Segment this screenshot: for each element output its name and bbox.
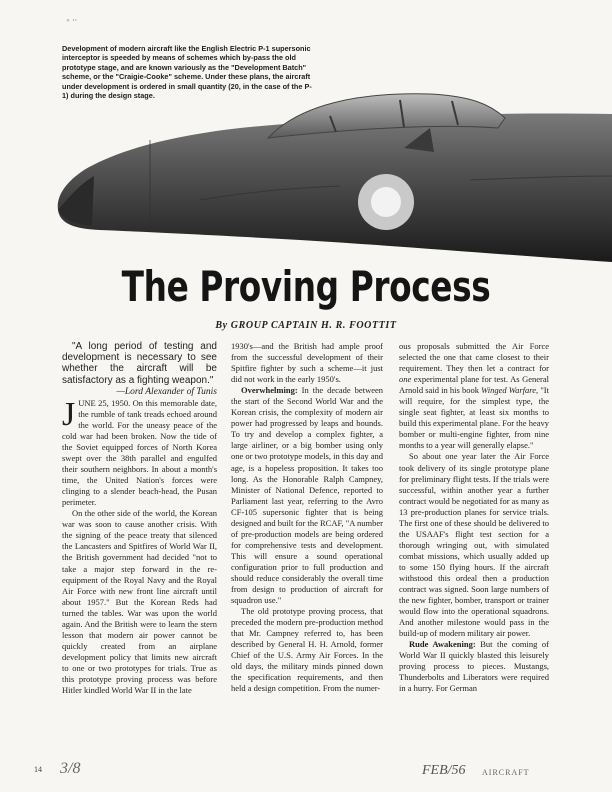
paragraph-text: UNE 25, 1950. On this memorable date, the rumble of tank treads echoed around the world. For the uneasy peace of the cold war had been broken. Now the tide of the Soviet equipped forces of North Korea swept over the 38th parallel and engulfed their southern neighbors. In about a month's time, the United Nation's forces were clinging to a slender beach-head, the Pusan perimeter. [62, 397, 217, 508]
paragraph [399, 341, 549, 451]
aircraft-photo [0, 0, 612, 270]
paragraph-text: ous proposals submitted the Air Force selected the one that came closest to their requirement. They then let a contract for [399, 341, 549, 374]
column-3 [399, 341, 549, 695]
paragraph [62, 395, 217, 508]
photo-caption: Development of modern aircraft like the English Electric P-1 supersonic interceptor is speeded by means of schemes which by-pass the old prototype stage, and are known variously as the "Development Batch" scheme, or the "Craigie-Cooke" scheme. Under these plans, the aircraft under development is ordered in small quantity (20, in the case of the P-1) during the design stage. [62, 44, 312, 101]
paragraph [231, 385, 383, 606]
book-title: Winged Warfare [481, 385, 537, 396]
fuselage [58, 114, 612, 262]
paragraph: On the other side of the world, the Korean war was soon to cause another crisis. With the signing of the peace treaty that silenced the Lancasters and Spitfires of World War II, the British government had decided "not to take a major step forward in the re-equipment of the Royal Navy and the Royal Air Force with new front line aircraft until about 1957." But the Korean Reds had turned the tables. War was upon the world again. And the British were to learn the stern lesson that modern air power cannot be quickly created from an airplane development policy that limits new aircraft to one or two prototypes for trials. True as this prototype proving process was before Hitler kindled World War II in the late [62, 508, 217, 696]
epigraph-attribution: —Lord Alexander of Tunis [116, 386, 217, 397]
paragraph-text: But the coming of World War II quickly blasted this leisurely proving process to pieces. Mustangs, Thunderbolts and Liberators were required in a hurry. For German [399, 639, 549, 694]
corner-marks: ° '' [66, 18, 77, 27]
paragraph: So about one year later the Air Force took delivery of its single prototype plane for preliminary flight tests. If the trials were successful, within another year a further contract would be negotiated for as many as 13 pre-production planes for service trials. The first one of these should be delivered to the USAAF's flight test section for a thorough wringing out, with simulated combat missions, which usually added up to some 150 flying hours. If the aircraft withstood this ordeal then a production contract was signed. Soon large numbers of the new fighter, bomber, transport or trainer would flow into the operational squadrons. And another milestone would pass in the build-up of modern military air power. [399, 451, 549, 639]
paragraph [399, 639, 549, 694]
page-number: 14 [34, 765, 42, 774]
handwritten-note-left: 3/8 [60, 760, 81, 777]
paragraph-text: , "It will require, for the simplest type, the single seat fighter, at least six months to build this experimental plane. For the heavy bomber or multi-engine fighter, from nine months to a year will generally elapse." [399, 385, 549, 451]
byline: By GROUP CAPTAIN H. R. FOOTTIT [215, 320, 397, 331]
column-2 [231, 341, 383, 695]
magazine-name: AIRCRAFT [482, 768, 530, 777]
article-title: The Proving Process [121, 262, 491, 311]
drop-cap: J [62, 395, 76, 433]
emphasis: one [399, 374, 412, 385]
roundel-inner [371, 187, 401, 217]
paragraph: The old prototype proving process, that preceded the modern pre-production method that Mr. Campney referred to, has been described by General H. H. Arnold, former Chief of the U.S. Army Air Forces. In the old days, the military minds pinned down the specification requirements, and then held a design competition. From the numer- [231, 606, 383, 694]
paragraph-text: experimental plane for test. As General Arnold said in his book [399, 374, 549, 396]
handwritten-note-right: FEB/56 [422, 763, 466, 778]
column-1 [62, 341, 217, 696]
epigraph-quote: "A long period of testing and development is necessary to see whether the aircraft will be satisfactory as a fighting weapon." [62, 341, 217, 386]
paragraph: 1930's—and the British had ample proof from the successful development of their Spitfire fighter by such a scheme—it just did not work in the early 1950's. [231, 341, 383, 385]
paragraph-text: In the decade between the start of the Second World War and the Korean crisis, the complexity of modern air power had progressed by leaps and bounds. To try and develop a complex fighter, a large airliner, or a big bomber using only one or two prototype models, in this day and age, is a hopeless proposition. It takes too long. As the Honorable Ralph Campney, Minister of National Defence, reported to Parliament last year, referring to the Avro CF-105 supersonic fighter that is being designed and built for the RCAF, "A number of pre-production models are being ordered for comprehensive tests and development. This will ensure a sound operational configuration prior to full production and should reduce considerably the overall time from design to production of aircraft for squadron use." [231, 385, 383, 606]
run-in-heading: Overwhelming: [241, 385, 298, 396]
run-in-heading: Rude Awakening: [409, 639, 476, 650]
